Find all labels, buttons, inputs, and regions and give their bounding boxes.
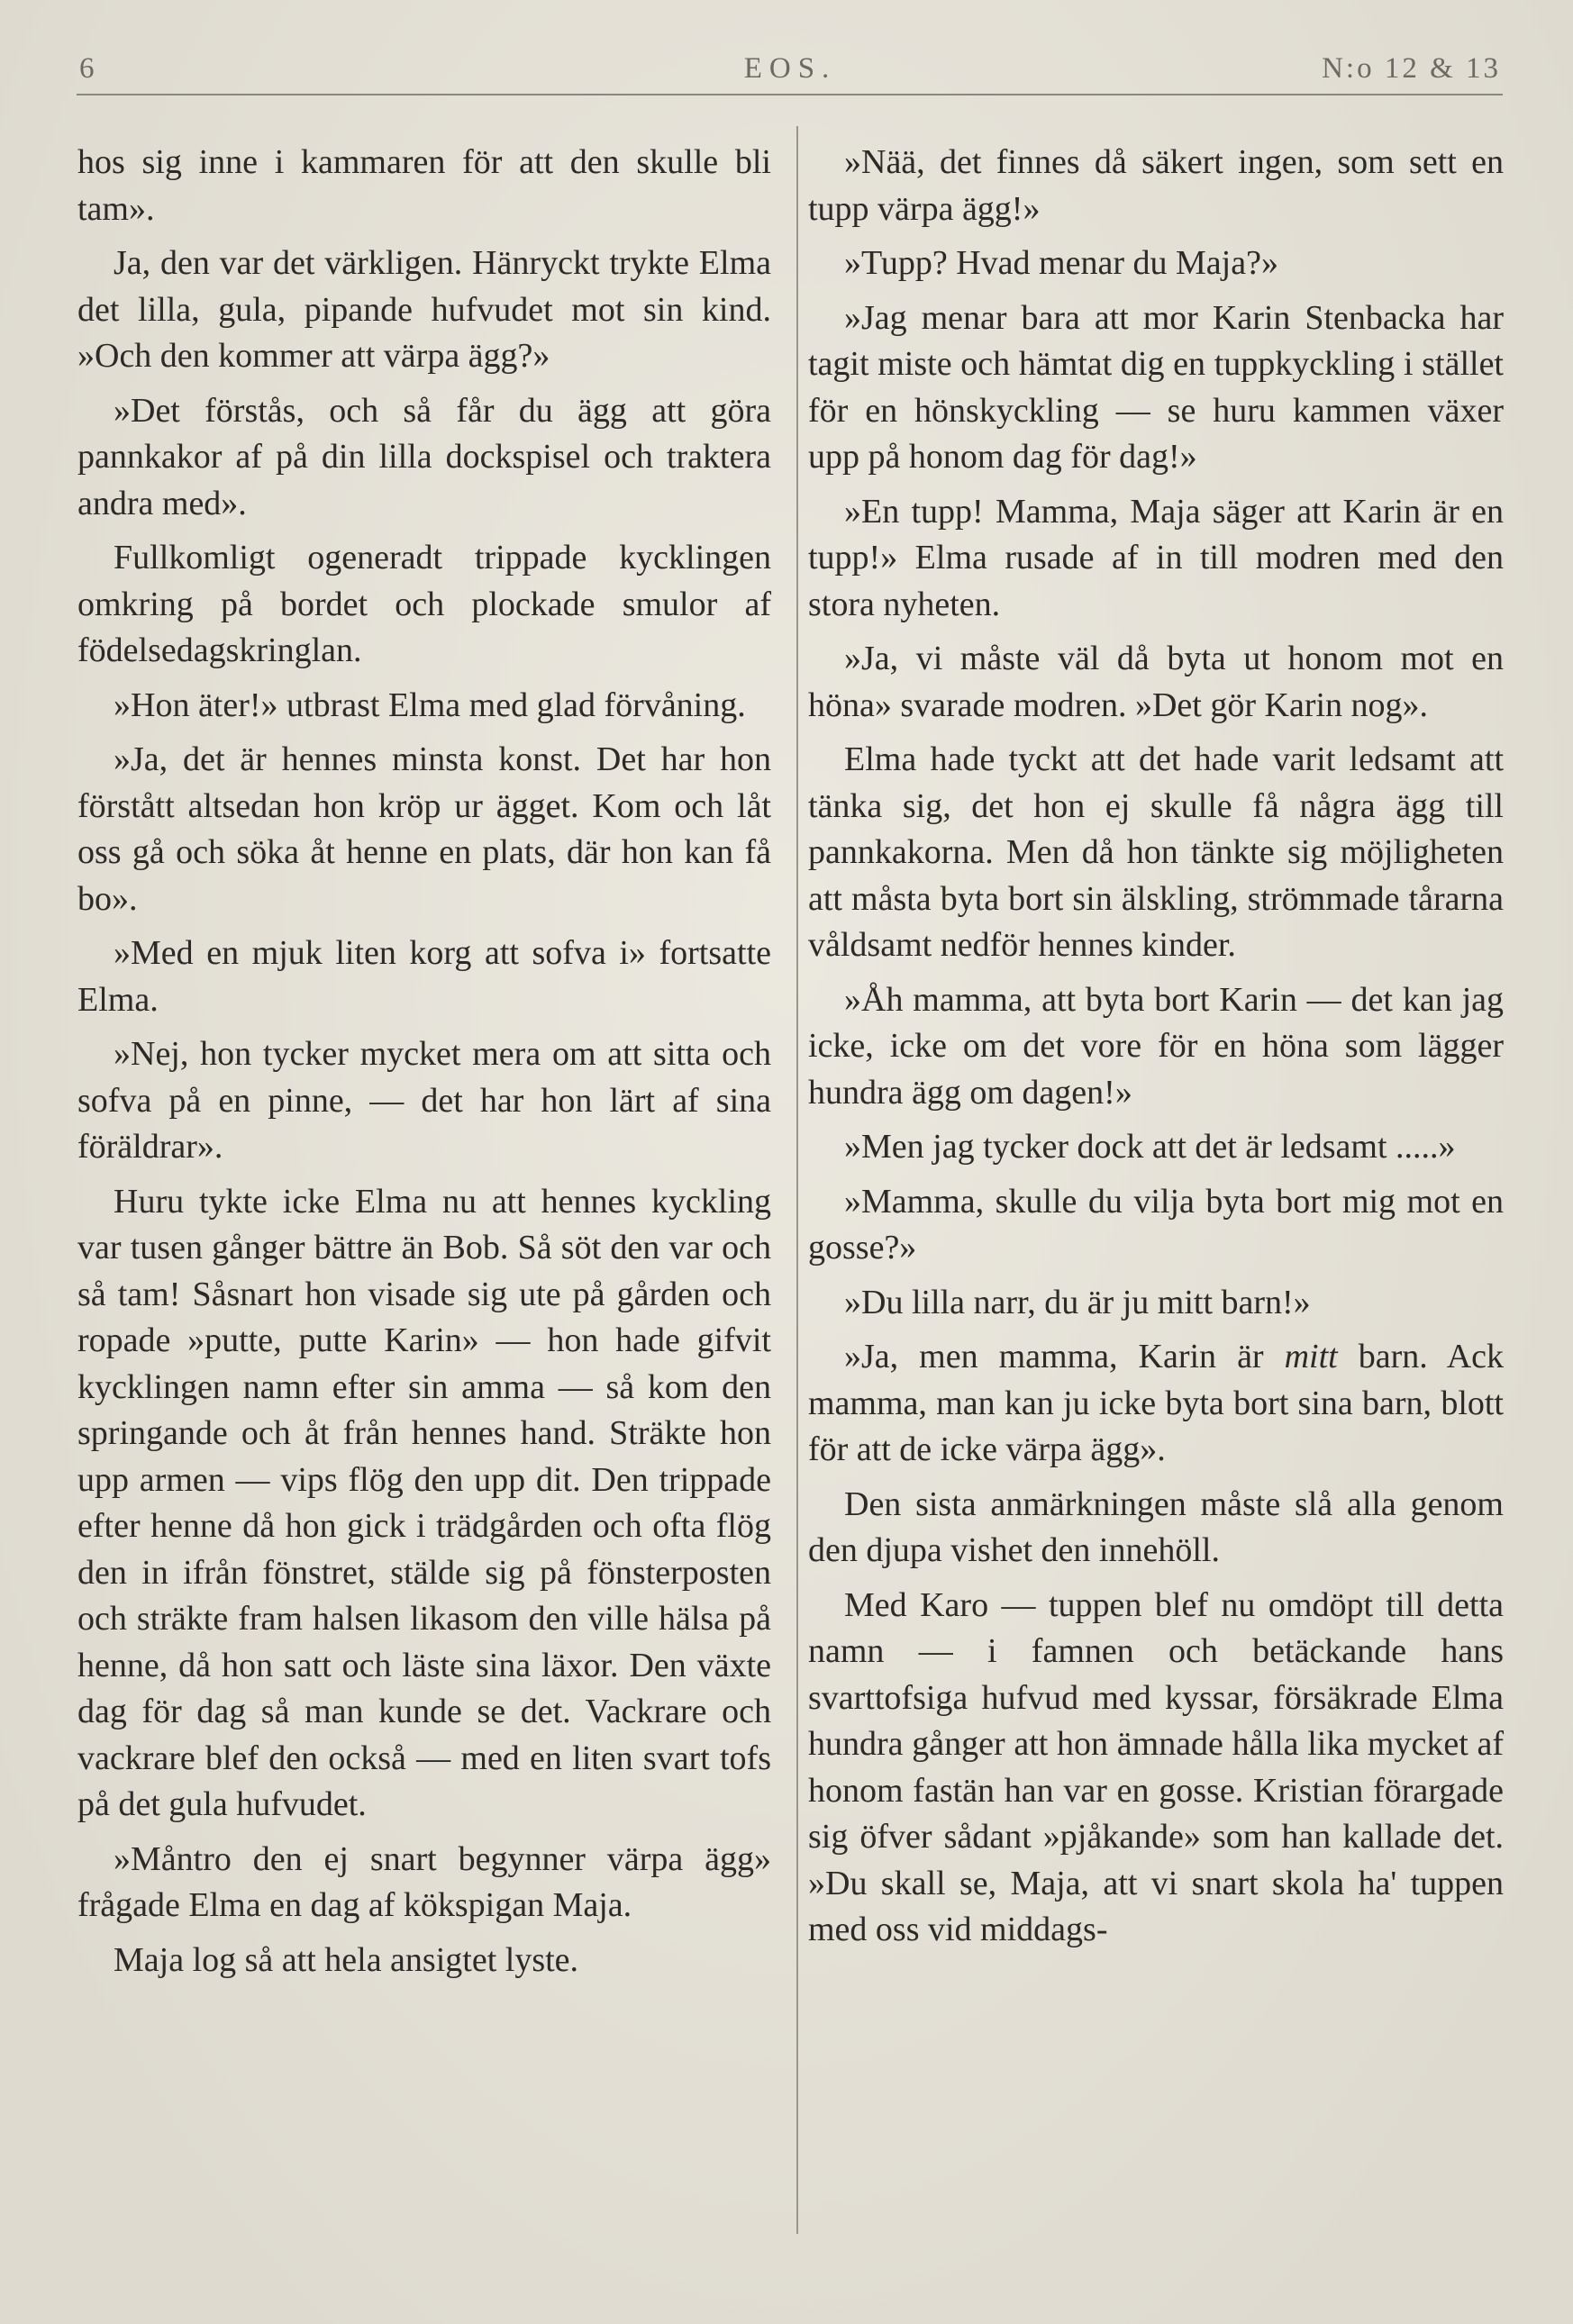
- paragraph: »Men jag tycker dock att det är ledsamt .....»: [844, 1128, 1456, 1166]
- paragraph: Huru tykte icke Elma nu att hennes kyckling var tusen gånger bättre än Bob. Så söt den var och så tam! Såsnart hon visade sig ute på gården och ropade »putte, putte Karin» — hon hade gifvit kycklingen namn efter sin amma — så kom den springande och åt från hennes hand. Sträkte hon upp armen — vips flög den upp dit. Den trippade efter henne då hon gick i trädgården och ofta flög den in ifrån fönstret, stälde sig på fönsterposten och sträkte fram halsen likasom den ville hälsa på henne, då hon satt och läste sina läxor. Den växte dag för dag så man kunde se det. Vackrare och vackrare blef den också — med en liten svart tofs på det gula hufvudet.: [77, 1182, 771, 1823]
- paragraph: Maja log så att hela ansigtet lyste.: [114, 1940, 579, 1979]
- paragraph: »Nää, det finnes då säkert ingen, som sett en tupp värpa ägg!»: [808, 143, 1504, 228]
- paragraph: »Måntro den ej snart begynner värpa ägg» frågade Elma en dag af kökspigan Maja.: [77, 1839, 771, 1924]
- column-divider: [796, 126, 798, 2234]
- paragraph: hos sig inne i kammaren för att den skulle bli tam».: [77, 143, 771, 228]
- paragraph: Den sista anmärkningen måste slå alla genom den djupa vishet den innehöll.: [808, 1484, 1504, 1569]
- right-column: [808, 140, 1504, 1962]
- page-number: 6: [79, 52, 96, 85]
- paragraph: »Jag menar bara att mor Karin Stenbacka har tagit miste och hämtat dig en tuppkyckling i stället för en hönskyckling — se huru kammen växer upp på honom dag för dag!»: [808, 298, 1504, 476]
- paragraph-text: »Ja, men mamma, Karin är: [844, 1338, 1285, 1375]
- paragraph: »Ja, vi måste väl då byta ut honom mot en höna» svarade modren. »Det gör Karin nog».: [808, 640, 1504, 724]
- paragraph: »Tupp? Hvad menar du Maja?»: [844, 244, 1278, 282]
- header-rule: [77, 94, 1503, 95]
- paragraph: Elma hade tyckt att det hade varit ledsamt att tänka sig, det hon ej skulle få några ägg till pannkakorna. Men då hon tänkte sig möjligheten att måsta byta bort sin älskling, strömmade tårarna våldsamt nedför hennes kinder.: [808, 740, 1504, 964]
- paragraph-text: barn. Ack mamma, man kan ju icke byta bort sina barn, blott för att de icke värpa ägg».: [808, 1338, 1504, 1468]
- paragraph: »Med en mjuk liten korg att sofva i» fortsatte Elma.: [77, 934, 771, 1019]
- paragraph: »Mamma, skulle du vilja byta bort mig mot en gosse?»: [808, 1182, 1504, 1266]
- paragraph: »Nej, hon tycker mycket mera om att sitta och sofva på en pinne, — det har hon lärt af sina föräldrar».: [77, 1035, 771, 1166]
- paragraph: »Ja, det är hennes minsta konst. Det har hon förstått altsedan hon kröp ur ägget. Kom och låt oss gå och söka åt henne en plats, där hon kan få bo».: [77, 740, 771, 918]
- paragraph: »Åh mamma, att byta bort Karin — det kan jag icke, icke om det vore för en höna som lägger hundra ägg om dagen!»: [808, 980, 1504, 1112]
- paragraph: [808, 1334, 1504, 1474]
- running-head: [79, 43, 1501, 97]
- issue-number: N:o 12 & 13: [1322, 52, 1501, 85]
- paragraph: Fullkomligt ogeneradt trippade kycklingen omkring på bordet och plockade smulor af födelsedagskringlan.: [77, 539, 771, 669]
- paragraph: »Det förstås, och så får du ägg att göra pannkakor af på din lilla dockspisel och traktera andra med».: [77, 391, 771, 522]
- paragraph: »Du lilla narr, du är ju mitt barn!»: [844, 1283, 1311, 1321]
- paragraph: »Hon äter!» utbrast Elma med glad förvåning.: [114, 685, 746, 724]
- paragraph: Med Karo — tuppen blef nu omdöpt till detta namn — i famnen och betäckande hans svarttofsiga hufvud med kyssar, försäkrade Elma hundra gånger att hon ämnade hålla lika mycket af honom fastän han var en gosse. Kristian förargade sig öfver sådant »pjåkande» som han kallade det. »Du skall se, Maja, att vi snart skola ha' tuppen med oss vid middags-: [808, 1585, 1504, 1948]
- emphasized-word: mitt: [1284, 1338, 1338, 1375]
- left-column: [77, 140, 771, 1992]
- journal-title: EOS.: [743, 52, 837, 85]
- paragraph: »En tupp! Mamma, Maja säger att Karin är en tupp!» Elma rusade af in till modren med den stora nyheten.: [808, 492, 1504, 623]
- paragraph: Ja, den var det värkligen. Hänryckt trykte Elma det lilla, gula, pipande hufvudet mot sin kind. »Och den kommer att värpa ägg?»: [77, 244, 771, 375]
